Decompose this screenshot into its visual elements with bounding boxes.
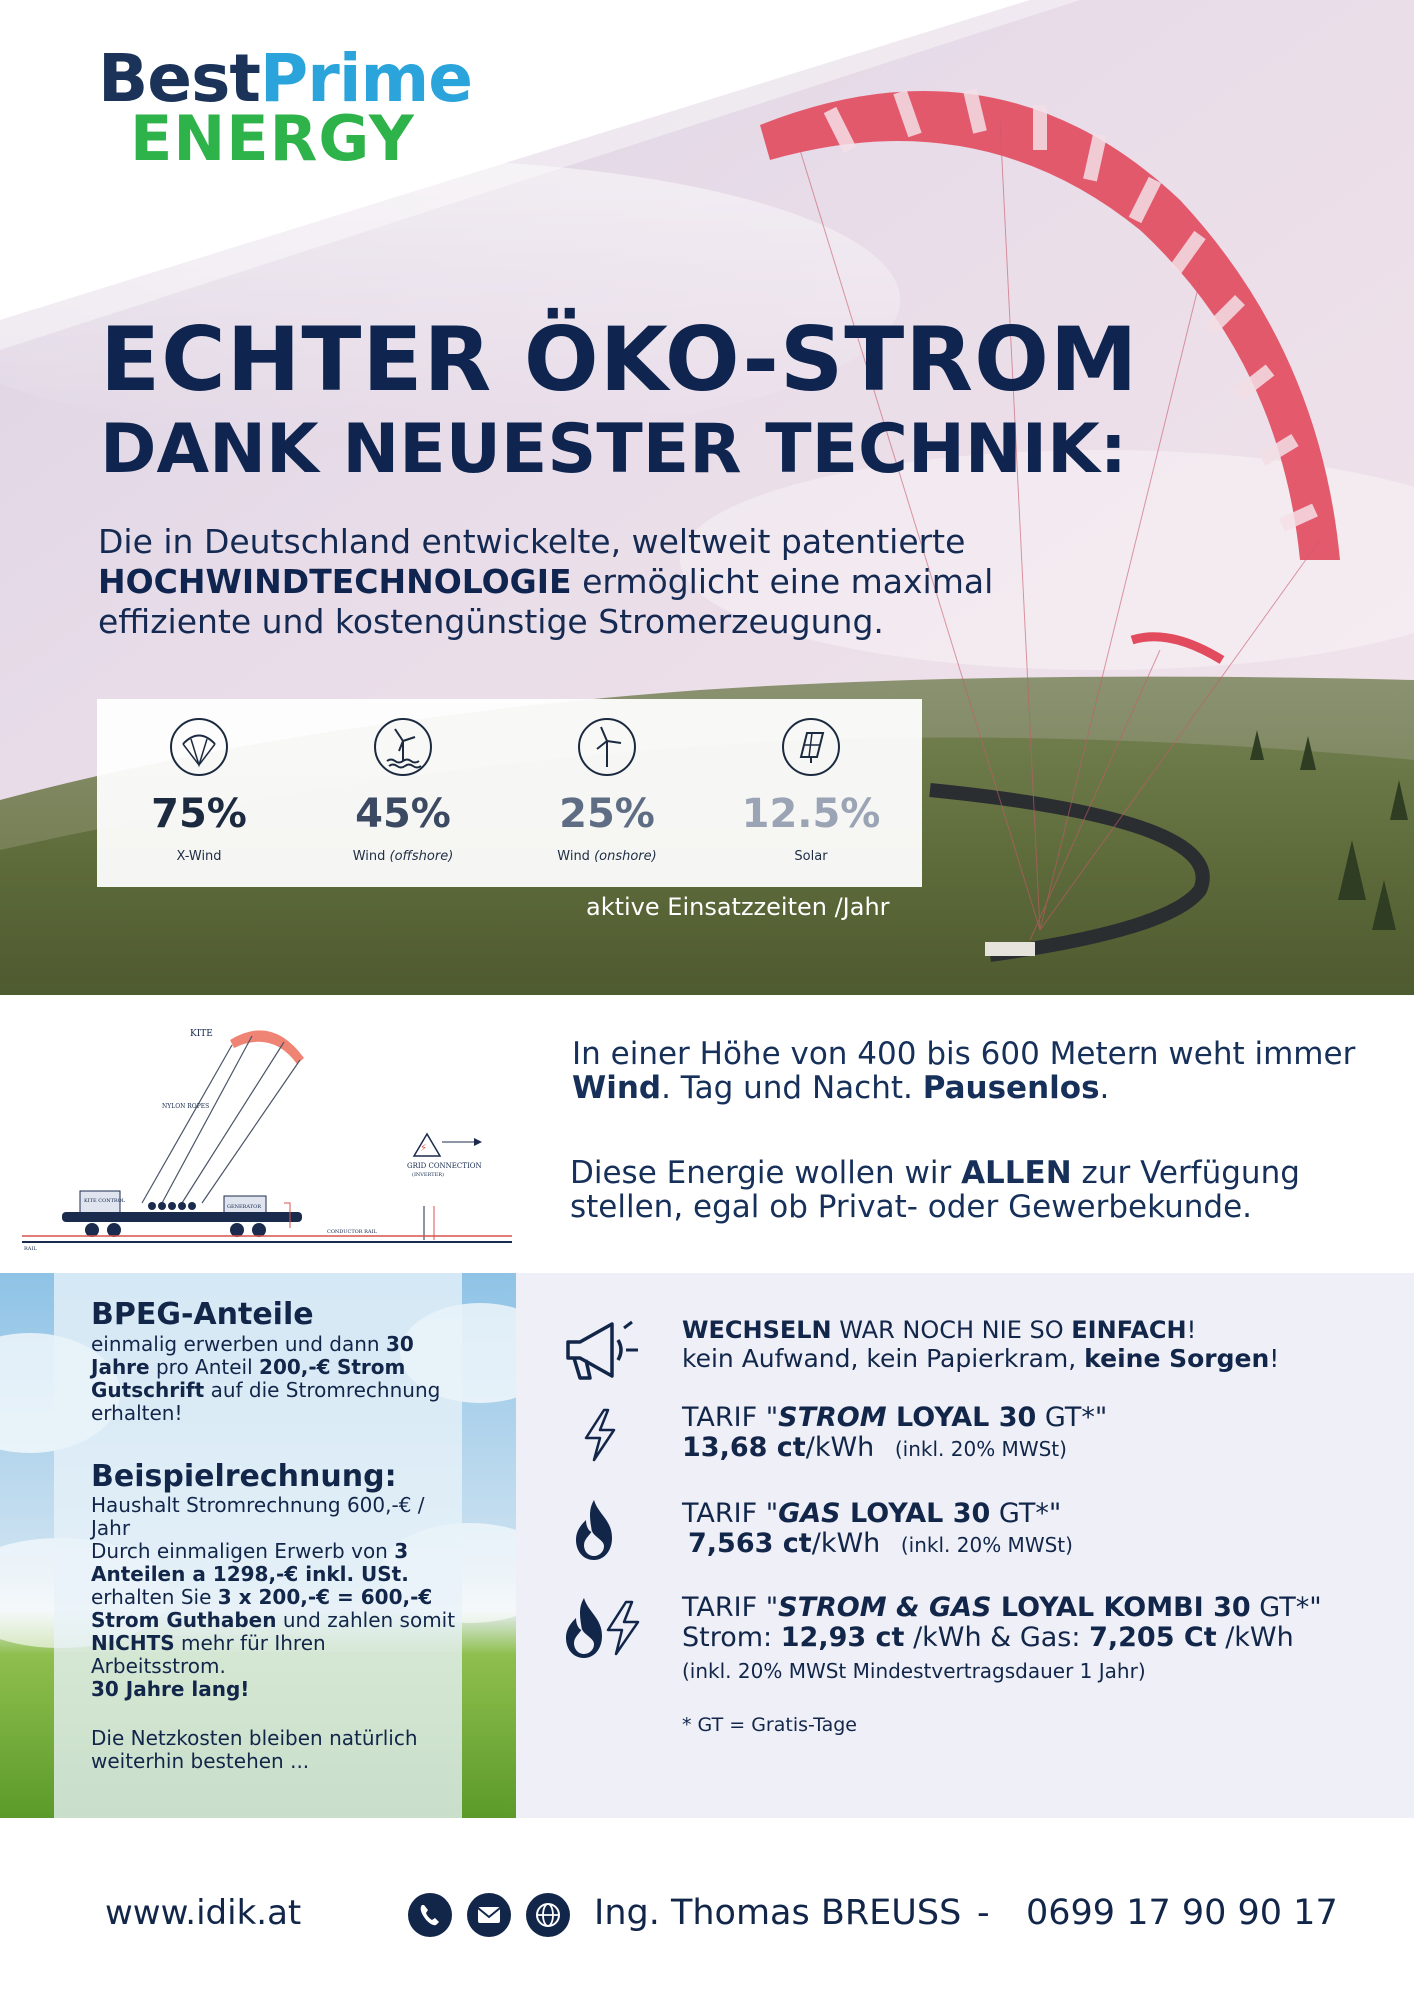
allen-bold: ALLEN (961, 1155, 1072, 1191)
switch-bold-1: WECHSELN (682, 1316, 832, 1344)
calc-shares: 3 Anteilen a 1298,-€ inkl. USt. (91, 1539, 409, 1586)
stats-caption: aktive Einsatzzeiten /Jahr (586, 893, 890, 921)
lightning-icon (578, 1406, 622, 1464)
tariff-kombi-price-line (682, 1622, 1294, 1653)
contact-phone[interactable]: 0699 17 90 90 17 (1026, 1893, 1338, 1933)
globe-icon[interactable] (526, 1893, 570, 1937)
tariff-loyal-kombi: LOYAL KOMBI 30 (1000, 1592, 1251, 1623)
contact-name: Ing. Thomas BREUSS (594, 1893, 962, 1933)
tariff-prefix: TARIF " (682, 1402, 779, 1433)
switch-end-2: ! (1269, 1344, 1280, 1373)
email-icon[interactable] (467, 1893, 511, 1937)
website-link[interactable]: www.idik.at (105, 1893, 302, 1933)
calc-line-3: erhalten Sie (91, 1585, 212, 1609)
stat-label-note: (offshore) (389, 849, 454, 864)
tariff-vat-note: (inkl. 20% MWSt) (894, 1437, 1067, 1461)
kombi-unit-1: /kWh & (913, 1622, 1012, 1653)
energy-text-2: zur Verfügung stellen, egal ob Privat- oder Gewerbekunde. (570, 1155, 1300, 1225)
brand-best: Best (98, 40, 260, 117)
bpeg-description (91, 1333, 451, 1425)
kite-icon (169, 717, 229, 777)
tariff-kombi-name: STROM & GAS (778, 1592, 992, 1623)
diagram-ropes (142, 1036, 300, 1203)
kombi-unit-2: /kWh (1225, 1622, 1294, 1653)
tariff-loyal: LOYAL 30 (850, 1498, 991, 1529)
intro-text-1: Die in Deutschland entwickelte, weltweit patentierte (98, 522, 966, 561)
calc-credit: Strom Guthaben (91, 1608, 277, 1632)
switch-bold-2: EINFACH (1071, 1316, 1187, 1344)
bpeg-years: 30 Jahre (91, 1332, 414, 1379)
tariff-gas-price: 7,563 ct (688, 1528, 812, 1559)
tariff-strom-title (682, 1402, 1107, 1433)
diagram-kite (230, 1030, 304, 1064)
brand-prime: Prime (259, 40, 472, 117)
switch-end: ! (1186, 1316, 1197, 1344)
calc-total: 3 x 200,-€ = 600,-€ (217, 1585, 433, 1609)
tariff-strom-price-line (682, 1432, 1067, 1463)
tariff-gas-name: GAS (778, 1498, 841, 1529)
grid-cost-note: Die Netzkosten bleiben natürlich weiterhin bestehen ... (91, 1726, 418, 1773)
diagram-label-kite-control: KITE CONTROL (84, 1198, 126, 1204)
calc-line-2: Durch einmaligen Erwerb von (91, 1539, 388, 1563)
stat-value: 25% (559, 791, 655, 837)
calculation-title: Beispielrechnung: (91, 1459, 397, 1494)
tariff-kombi-note: (inkl. 20% MWSt Mindestvertragsdauer 1 Jahr) (682, 1659, 1146, 1683)
bpeg-line-3: auf die Stromrechnung erhalten! (91, 1378, 441, 1425)
megaphone-icon (560, 1314, 644, 1386)
intro-text-2: ermöglicht eine maximal effiziente und kostengünstige Stromerzeugung. (98, 562, 994, 641)
stat-label-text: X-Wind (176, 849, 222, 864)
diagram-label-conductor: CONDUCTOR RAIL (327, 1229, 377, 1235)
headline-line-1: ECHTER ÖKO-STROM (100, 308, 1139, 411)
svg-text:⚡: ⚡ (420, 1143, 428, 1154)
pausenlos-bold: Pausenlos (922, 1070, 1100, 1106)
diagram-label-rail: RAIL (24, 1246, 37, 1252)
stat-label (709, 849, 913, 864)
kombi-gas-label: Gas: (1019, 1622, 1081, 1653)
flame-lightning-icon (560, 1596, 644, 1660)
calc-line-1: Haushalt Stromrechnung 600,-€ / Jahr (91, 1493, 425, 1540)
contact-separator: - (977, 1893, 990, 1933)
diagram-carriage (62, 1212, 302, 1222)
calculation-description (91, 1494, 461, 1701)
energy-statement (570, 1156, 1390, 1224)
intro-technology-bold: HOCHWINDTECHNOLOGIE (98, 562, 572, 601)
offshore-wind-icon (373, 717, 433, 777)
stat-label-text: Wind (557, 849, 590, 864)
tariff-strom-name: STROM (778, 1402, 887, 1433)
tariff-prefix: TARIF " (682, 1498, 779, 1529)
onshore-wind-icon (577, 717, 637, 777)
wind-text-2: . Tag und Nacht. (661, 1070, 913, 1106)
calc-nothing: NICHTS (91, 1631, 175, 1655)
wind-text-3: . (1099, 1070, 1110, 1106)
stat-label (505, 849, 709, 864)
bpeg-title: BPEG-Anteile (91, 1297, 314, 1332)
stat-label (97, 849, 301, 864)
stat-value: 45% (355, 791, 451, 837)
switch-line-2 (682, 1344, 1279, 1373)
stat-solar (709, 699, 913, 887)
diagram-wheels (85, 1223, 266, 1237)
diagram-label-kite: KITE (190, 1029, 213, 1039)
switch-line-1 (682, 1316, 1196, 1344)
bpeg-line-1: einmalig erwerben und dann (91, 1332, 380, 1356)
tariff-suffix: GT*" (1044, 1402, 1108, 1433)
tariff-kombi-title (682, 1592, 1322, 1623)
stat-label (301, 849, 505, 864)
tariff-unit: /kWh (805, 1432, 875, 1463)
stats-panel (97, 699, 922, 887)
tariff-gas-title (682, 1498, 1061, 1529)
footnote-gt: * GT = Gratis-Tage (682, 1714, 857, 1736)
diagram-label-inverter: (INVERTER) (412, 1172, 444, 1178)
intro-paragraph (98, 522, 1028, 642)
tariff-suffix: GT*" (1259, 1592, 1322, 1623)
kombi-gas-price: 7,205 Ct (1089, 1622, 1217, 1653)
switch-no-worries: keine Sorgen (1084, 1344, 1270, 1373)
diagram-label-generator: GENERATOR (227, 1204, 261, 1210)
tariff-vat-note: (inkl. 20% MWSt) (900, 1533, 1073, 1557)
stat-wind-onshore (505, 699, 709, 887)
wind-bold: Wind (572, 1070, 662, 1106)
wind-statement (572, 1037, 1392, 1105)
stat-label-note: (onshore) (594, 849, 657, 864)
phone-icon[interactable] (408, 1893, 452, 1937)
calc-line-5: mehr für Ihren Arbeitsstrom. (91, 1631, 326, 1678)
brand-logo-energy: ENERGY (130, 102, 415, 175)
diagram-winches (148, 1202, 196, 1210)
diagram-label-ropes: NYLON ROPES (162, 1103, 210, 1110)
diagram-label-grid: GRID CONNECTION (407, 1162, 482, 1170)
headline-line-2: DANK NEUESTER TECHNIK: (100, 410, 1127, 489)
stat-wind-offshore (301, 699, 505, 887)
tariff-suffix: GT*" (998, 1498, 1062, 1529)
stat-label-text: Solar (794, 849, 828, 864)
tariff-prefix: TARIF " (682, 1592, 779, 1623)
tariff-gas-price-line (688, 1528, 1073, 1559)
bpeg-per-share: pro Anteil (155, 1355, 253, 1379)
flame-icon (568, 1498, 622, 1562)
switch-mid: WAR NOCH NIE SO (839, 1316, 1064, 1344)
solar-panel-icon (781, 717, 841, 777)
calc-line-4: und zahlen somit (282, 1608, 456, 1632)
tariff-loyal: LOYAL 30 (896, 1402, 1037, 1433)
kombi-strom-price: 12,93 ct (780, 1622, 905, 1653)
switch-text: kein Aufwand, kein Papierkram, (682, 1344, 1077, 1373)
tariff-strom-price: 13,68 ct (682, 1432, 806, 1463)
stat-x-wind (97, 699, 301, 887)
tariff-unit: /kWh (811, 1528, 881, 1559)
stat-value: 12.5% (741, 791, 881, 837)
bpeg-amount: 200,-€ (259, 1355, 331, 1379)
energy-text-1: Diese Energie wollen wir (570, 1155, 952, 1191)
kombi-strom-label: Strom: (682, 1622, 773, 1653)
kite-system-diagram (22, 1018, 522, 1258)
stat-value: 75% (151, 791, 247, 837)
bpeg-credit: Strom Gutschrift (91, 1355, 406, 1402)
calc-duration: 30 Jahre lang! (91, 1677, 250, 1701)
wind-text-1: In einer Höhe von 400 bis 600 Metern weht immer (572, 1036, 1356, 1072)
stat-label-text: Wind (352, 849, 386, 864)
